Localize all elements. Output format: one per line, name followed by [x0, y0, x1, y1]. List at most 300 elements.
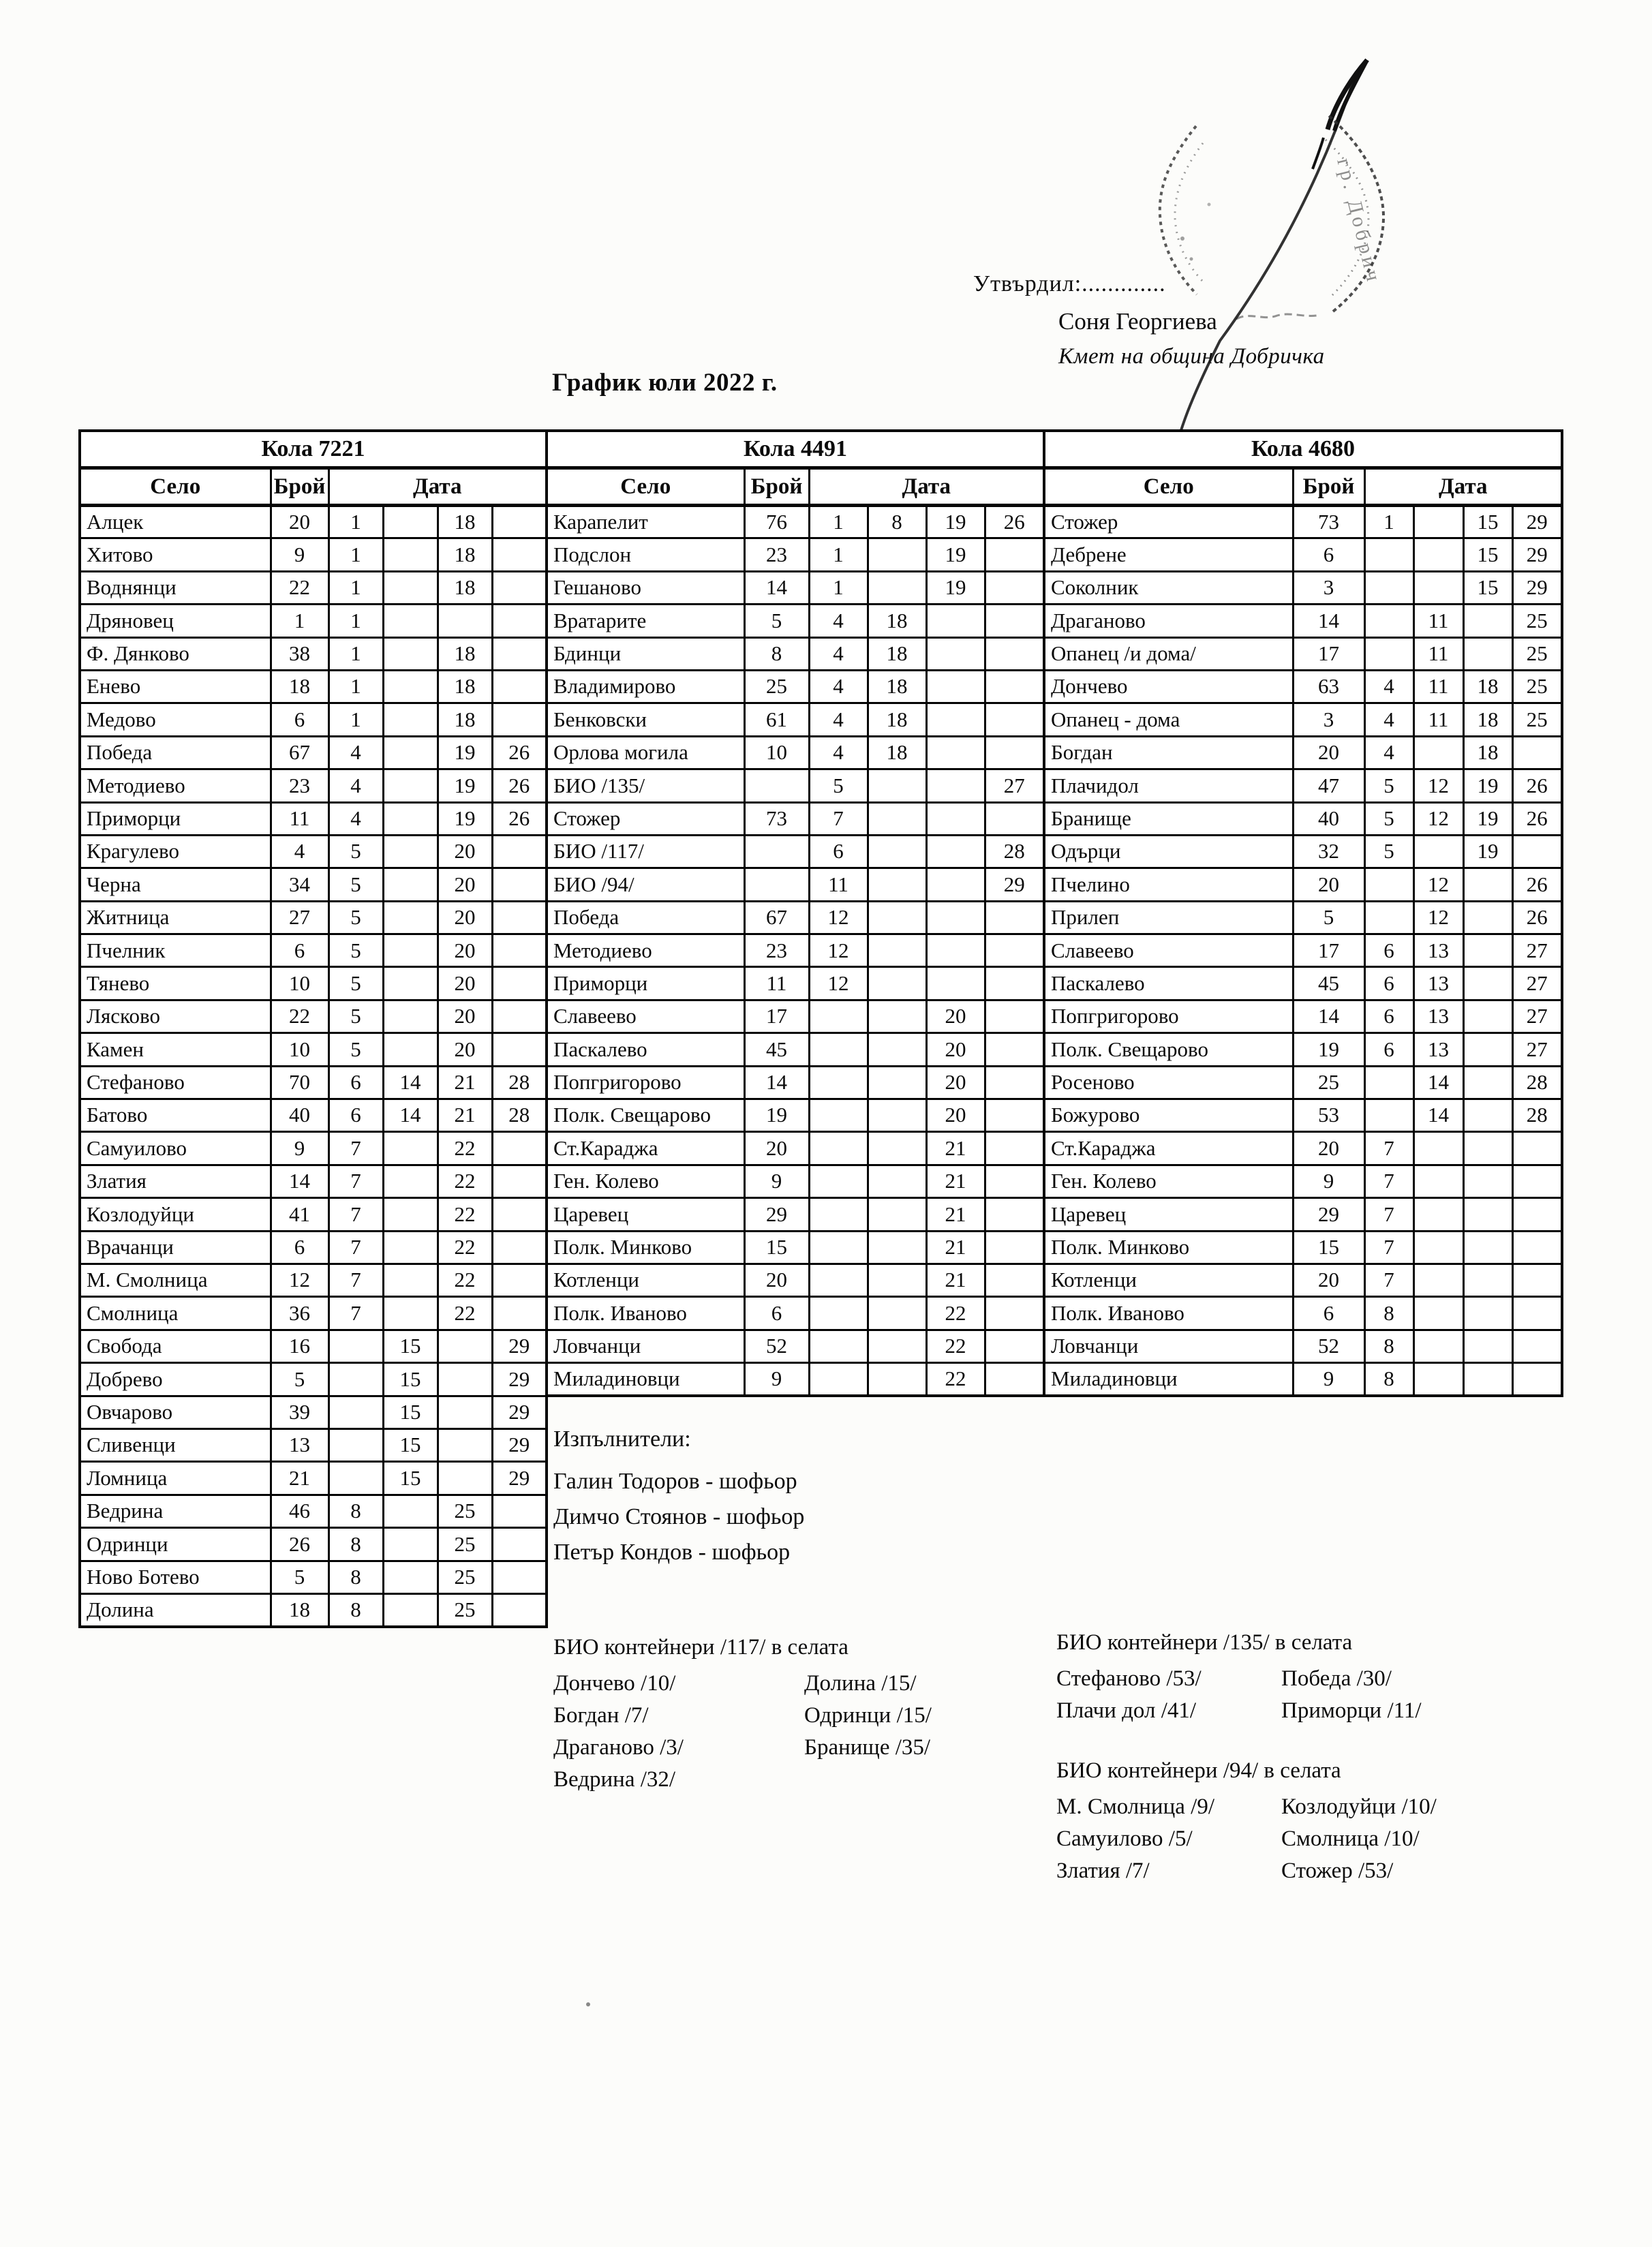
date-cell: [492, 1165, 547, 1197]
count-cell: 25: [1293, 1066, 1364, 1099]
count-cell: 14: [271, 1165, 328, 1197]
date-cell: 12: [1413, 901, 1463, 934]
date-cell: [985, 605, 1044, 637]
date-cell: 27: [1512, 967, 1562, 1000]
date-cell: 11: [809, 868, 868, 901]
village-cell: Полк. Минково: [1044, 1231, 1293, 1264]
count-cell: [744, 868, 809, 901]
date-cell: 4: [809, 605, 868, 637]
village-cell: Ловчанци: [547, 1330, 744, 1362]
date-cell: 4: [809, 736, 868, 769]
date-cell: [383, 538, 438, 571]
table-row: [547, 1363, 1044, 1396]
date-cell: [383, 571, 438, 604]
village-cell: Ст.Караджа: [547, 1132, 744, 1165]
count-cell: 61: [744, 703, 809, 736]
date-cell: [1413, 1198, 1463, 1231]
date-cell: 8: [1364, 1363, 1413, 1396]
date-cell: [383, 637, 438, 670]
date-cell: [985, 967, 1044, 1000]
count-cell: 18: [271, 670, 328, 703]
date-cell: 22: [926, 1330, 985, 1362]
table-row: [80, 1528, 547, 1561]
date-cell: 19: [1463, 769, 1512, 802]
table-row: [547, 1231, 1044, 1264]
note-column: [1056, 1663, 1202, 1727]
note-item: Одринци /15/: [804, 1703, 932, 1728]
date-cell: 20: [438, 868, 492, 901]
date-cell: 18: [438, 670, 492, 703]
date-cell: 12: [1413, 802, 1463, 835]
date-cell: [383, 967, 438, 1000]
table-row: [1044, 506, 1562, 538]
count-cell: 20: [1293, 736, 1364, 769]
date-cell: [868, 571, 926, 604]
table-row: [547, 1264, 1044, 1296]
date-cell: 25: [1512, 703, 1562, 736]
date-cell: [1413, 571, 1463, 604]
table-row: [80, 934, 547, 967]
date-cell: [1463, 637, 1512, 670]
date-cell: [868, 1231, 926, 1264]
date-cell: 6: [809, 835, 868, 868]
count-cell: 20: [1293, 1132, 1364, 1165]
table-row: [80, 1033, 547, 1066]
table-row: [1044, 1330, 1562, 1362]
date-cell: [1364, 901, 1413, 934]
date-cell: 26: [1512, 901, 1562, 934]
date-cell: 4: [328, 736, 383, 769]
col-header-village: Село: [1044, 468, 1293, 506]
count-cell: 6: [1293, 538, 1364, 571]
date-cell: 18: [438, 703, 492, 736]
date-cell: [328, 1428, 383, 1461]
date-cell: 5: [328, 1000, 383, 1033]
date-cell: 7: [1364, 1264, 1413, 1296]
date-cell: 1: [328, 506, 383, 538]
date-cell: 6: [328, 1099, 383, 1132]
date-cell: [868, 1033, 926, 1066]
count-cell: 6: [1293, 1297, 1364, 1330]
village-cell: Долина: [80, 1593, 271, 1626]
date-cell: [1413, 1297, 1463, 1330]
bio-containers-note: [1056, 1627, 1422, 1723]
date-cell: [868, 1066, 926, 1099]
village-cell: Черна: [80, 868, 271, 901]
note-item: Стефаново /53/: [1056, 1666, 1202, 1691]
date-cell: [985, 1033, 1044, 1066]
date-cell: 8: [328, 1561, 383, 1593]
date-cell: 19: [438, 736, 492, 769]
count-cell: 47: [1293, 769, 1364, 802]
count-cell: 52: [744, 1330, 809, 1362]
table-row: [80, 901, 547, 934]
village-cell: Методиево: [547, 934, 744, 967]
date-cell: 4: [809, 703, 868, 736]
date-cell: 15: [1463, 538, 1512, 571]
village-cell: Добрево: [80, 1363, 271, 1396]
col-header-date: Дата: [809, 468, 1044, 506]
count-cell: 22: [271, 571, 328, 604]
count-cell: 14: [1293, 1000, 1364, 1033]
date-cell: [1364, 605, 1413, 637]
date-cell: 26: [492, 736, 547, 769]
date-cell: 7: [328, 1231, 383, 1264]
note-item: Стожер /53/: [1281, 1859, 1394, 1883]
date-cell: 15: [383, 1462, 438, 1495]
table-row: [547, 967, 1044, 1000]
count-cell: 6: [271, 934, 328, 967]
date-cell: 8: [328, 1495, 383, 1527]
date-cell: 14: [1413, 1099, 1463, 1132]
date-cell: 15: [383, 1363, 438, 1396]
date-cell: [383, 506, 438, 538]
table-row: [80, 736, 547, 769]
date-cell: 11: [1413, 670, 1463, 703]
date-cell: 11: [1413, 605, 1463, 637]
date-cell: 27: [1512, 1000, 1562, 1033]
table-row: [1044, 670, 1562, 703]
date-cell: 21: [438, 1066, 492, 1099]
date-cell: 26: [985, 506, 1044, 538]
schedule-table: [1043, 429, 1563, 1397]
date-cell: 15: [383, 1330, 438, 1362]
table-row: [1044, 1165, 1562, 1197]
date-cell: [492, 1593, 547, 1626]
date-cell: 12: [1413, 868, 1463, 901]
note-title: БИО контейнери /94/ в селата: [1056, 1758, 1341, 1783]
col-header-count: Брой: [271, 468, 328, 506]
note-item: Приморци /11/: [1281, 1698, 1422, 1723]
table-row: [547, 1165, 1044, 1197]
count-cell: 13: [271, 1428, 328, 1461]
count-cell: 34: [271, 868, 328, 901]
count-cell: 32: [1293, 835, 1364, 868]
date-cell: 29: [1512, 506, 1562, 538]
date-cell: 8: [1364, 1297, 1413, 1330]
count-cell: 9: [271, 538, 328, 571]
note-item: Самуилово /5/: [1056, 1826, 1193, 1851]
table-row: [547, 1297, 1044, 1330]
village-cell: Методиево: [80, 769, 271, 802]
date-cell: [1463, 1099, 1512, 1132]
date-cell: 13: [1413, 934, 1463, 967]
note-item: Драганово /3/: [553, 1735, 684, 1760]
table-row: [80, 802, 547, 835]
table-row: [80, 769, 547, 802]
date-cell: [1463, 967, 1512, 1000]
date-cell: [492, 1561, 547, 1593]
table-row: [547, 736, 1044, 769]
village-cell: Бранище: [1044, 802, 1293, 835]
date-cell: [1364, 637, 1413, 670]
count-cell: 15: [1293, 1231, 1364, 1264]
village-cell: Царевец: [547, 1198, 744, 1231]
table-row: [1044, 1297, 1562, 1330]
col-header-village: Село: [547, 468, 744, 506]
date-cell: 29: [492, 1428, 547, 1461]
village-cell: Славеево: [547, 1000, 744, 1033]
table-title: Кола 7221: [80, 431, 547, 468]
table-row: [547, 835, 1044, 868]
date-cell: [1512, 1363, 1562, 1396]
date-cell: [809, 1330, 868, 1362]
table-row: [1044, 1363, 1562, 1396]
note-item: М. Смолница /9/: [1056, 1794, 1214, 1819]
count-cell: 5: [1293, 901, 1364, 934]
table-title: Кола 4491: [547, 431, 1044, 468]
date-cell: [383, 1231, 438, 1264]
date-cell: [809, 1099, 868, 1132]
date-cell: [1364, 571, 1413, 604]
village-cell: Богдан: [1044, 736, 1293, 769]
village-cell: Ген. Колево: [1044, 1165, 1293, 1197]
date-cell: [1512, 1198, 1562, 1231]
date-cell: [1463, 1297, 1512, 1330]
count-cell: 6: [271, 1231, 328, 1264]
count-cell: 41: [271, 1198, 328, 1231]
date-cell: [985, 538, 1044, 571]
table-row: [80, 1330, 547, 1362]
date-cell: 29: [1512, 571, 1562, 604]
date-cell: [1463, 1000, 1512, 1033]
count-cell: 67: [271, 736, 328, 769]
date-cell: 22: [438, 1264, 492, 1296]
village-cell: Божурово: [1044, 1099, 1293, 1132]
date-cell: 19: [438, 769, 492, 802]
date-cell: [926, 703, 985, 736]
count-cell: 76: [744, 506, 809, 538]
executors-block: [553, 1423, 804, 1570]
count-cell: 6: [271, 703, 328, 736]
col-header-count: Брой: [1293, 468, 1364, 506]
date-cell: [492, 1033, 547, 1066]
table-row: [1044, 901, 1562, 934]
date-cell: 18: [868, 637, 926, 670]
count-cell: 10: [271, 967, 328, 1000]
count-cell: 23: [271, 769, 328, 802]
village-cell: Дряновец: [80, 605, 271, 637]
date-cell: 21: [926, 1165, 985, 1197]
table-row: [1044, 1132, 1562, 1165]
date-cell: 1: [328, 670, 383, 703]
date-cell: 5: [328, 967, 383, 1000]
date-cell: 12: [809, 967, 868, 1000]
village-cell: Одърци: [1044, 835, 1293, 868]
date-cell: 8: [868, 506, 926, 538]
date-cell: [383, 1495, 438, 1527]
date-cell: [438, 1330, 492, 1362]
date-cell: [328, 1330, 383, 1362]
date-cell: 20: [438, 1033, 492, 1066]
date-cell: [868, 1198, 926, 1231]
table-row: [547, 1330, 1044, 1362]
date-cell: 5: [328, 835, 383, 868]
date-cell: 15: [1463, 506, 1512, 538]
date-cell: [383, 1264, 438, 1296]
date-cell: [868, 769, 926, 802]
date-cell: 4: [809, 670, 868, 703]
village-cell: Одринци: [80, 1528, 271, 1561]
date-cell: [492, 868, 547, 901]
approver-name: Соня Георгиева: [1058, 308, 1217, 335]
count-cell: 17: [744, 1000, 809, 1033]
table-row: [80, 1066, 547, 1099]
date-cell: 20: [926, 1000, 985, 1033]
date-cell: [926, 637, 985, 670]
date-cell: 18: [438, 637, 492, 670]
village-cell: БИО /117/: [547, 835, 744, 868]
table-row: [80, 835, 547, 868]
date-cell: [1413, 1231, 1463, 1264]
table-row: [547, 934, 1044, 967]
date-cell: [985, 703, 1044, 736]
date-cell: 1: [1364, 506, 1413, 538]
date-cell: [492, 1528, 547, 1561]
date-cell: 21: [438, 1099, 492, 1132]
village-cell: Стефаново: [80, 1066, 271, 1099]
date-cell: [868, 1165, 926, 1197]
col-header-count: Брой: [744, 468, 809, 506]
date-cell: [809, 1363, 868, 1396]
date-cell: [1463, 934, 1512, 967]
table-row: [80, 1561, 547, 1593]
table-row: [80, 637, 547, 670]
date-cell: 5: [328, 934, 383, 967]
count-cell: 27: [271, 901, 328, 934]
date-cell: 18: [438, 571, 492, 604]
date-cell: 18: [1463, 703, 1512, 736]
count-cell: 4: [271, 835, 328, 868]
table-row: [547, 802, 1044, 835]
date-cell: 6: [328, 1066, 383, 1099]
date-cell: [383, 1033, 438, 1066]
note-item: Смолница /10/: [1281, 1826, 1420, 1851]
table-row: [1044, 934, 1562, 967]
village-cell: М. Смолница: [80, 1264, 271, 1296]
table-row: [80, 1297, 547, 1330]
date-cell: [1512, 1330, 1562, 1362]
date-cell: [1413, 835, 1463, 868]
executors-title: Изпълнители:: [553, 1426, 691, 1452]
count-cell: 46: [271, 1495, 328, 1527]
date-cell: 18: [438, 506, 492, 538]
approved-label: Утвърдил:.............: [973, 271, 1166, 296]
date-cell: 29: [492, 1462, 547, 1495]
date-cell: [809, 1000, 868, 1033]
village-cell: Хитово: [80, 538, 271, 571]
date-cell: 19: [926, 506, 985, 538]
date-cell: [985, 736, 1044, 769]
date-cell: [1512, 1264, 1562, 1296]
date-cell: 7: [1364, 1231, 1413, 1264]
date-cell: [383, 1297, 438, 1330]
date-cell: 19: [438, 802, 492, 835]
date-cell: [492, 538, 547, 571]
table-row: [547, 605, 1044, 637]
table-row: [80, 1231, 547, 1264]
count-cell: 11: [271, 802, 328, 835]
date-cell: 13: [1413, 1000, 1463, 1033]
table-row: [1044, 703, 1562, 736]
count-cell: 19: [744, 1099, 809, 1132]
count-cell: 20: [1293, 868, 1364, 901]
date-cell: [868, 934, 926, 967]
date-cell: [492, 934, 547, 967]
date-cell: [985, 1066, 1044, 1099]
date-cell: 22: [438, 1165, 492, 1197]
date-cell: [383, 1000, 438, 1033]
table-row: [80, 703, 547, 736]
count-cell: 17: [1293, 637, 1364, 670]
date-cell: 21: [926, 1231, 985, 1264]
date-cell: 5: [328, 1033, 383, 1066]
date-cell: 18: [868, 670, 926, 703]
village-cell: Лясково: [80, 1000, 271, 1033]
count-cell: 20: [744, 1132, 809, 1165]
date-cell: [1364, 538, 1413, 571]
village-cell: БИО /135/: [547, 769, 744, 802]
date-cell: 11: [1413, 637, 1463, 670]
date-cell: [868, 1363, 926, 1396]
table-row: [547, 670, 1044, 703]
note-item: Златия /7/: [1056, 1859, 1150, 1883]
note-title: БИО контейнери /135/ в селата: [1056, 1630, 1353, 1655]
date-cell: [926, 769, 985, 802]
count-cell: 73: [744, 802, 809, 835]
scan-artifact-dot: [586, 2002, 590, 2006]
village-cell: Полк. Свещарово: [1044, 1033, 1293, 1066]
note-column: [1281, 1791, 1437, 1887]
village-cell: Алцек: [80, 506, 271, 538]
date-cell: [383, 1198, 438, 1231]
date-cell: [809, 1198, 868, 1231]
date-cell: [438, 1462, 492, 1495]
date-cell: 29: [492, 1330, 547, 1362]
date-cell: 5: [1364, 769, 1413, 802]
date-cell: 14: [1413, 1066, 1463, 1099]
date-cell: 20: [438, 1000, 492, 1033]
table-row: [80, 1132, 547, 1165]
table-row: [80, 1000, 547, 1033]
date-cell: 1: [809, 571, 868, 604]
date-cell: [1512, 1231, 1562, 1264]
date-cell: [328, 1396, 383, 1428]
date-cell: 18: [1463, 670, 1512, 703]
date-cell: 7: [328, 1198, 383, 1231]
village-cell: Орлова могила: [547, 736, 744, 769]
count-cell: 5: [744, 605, 809, 637]
table-row: [80, 1165, 547, 1197]
date-cell: 15: [1463, 571, 1512, 604]
date-cell: 29: [492, 1396, 547, 1428]
count-cell: 20: [271, 506, 328, 538]
date-cell: 25: [438, 1593, 492, 1626]
date-cell: 7: [1364, 1198, 1413, 1231]
date-cell: 19: [1463, 802, 1512, 835]
table-row: [1044, 1000, 1562, 1033]
count-cell: [744, 835, 809, 868]
note-item: Ведрина /32/: [553, 1767, 676, 1792]
table-row: [547, 1099, 1044, 1132]
count-cell: 23: [744, 538, 809, 571]
date-cell: 26: [492, 802, 547, 835]
date-cell: [383, 670, 438, 703]
count-cell: 45: [1293, 967, 1364, 1000]
date-cell: [926, 736, 985, 769]
village-cell: Тянево: [80, 967, 271, 1000]
count-cell: 29: [1293, 1198, 1364, 1231]
